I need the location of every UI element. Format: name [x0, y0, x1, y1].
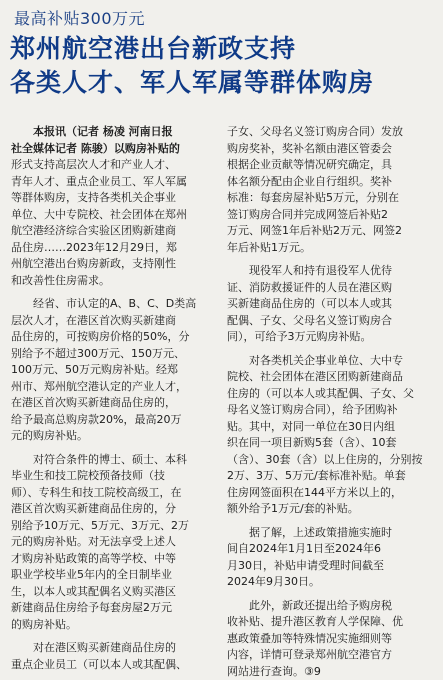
article-line: 2024年9月30日。: [227, 574, 427, 591]
article-body-left-column: [11, 124, 211, 630]
article-line: 100万元、50万元购房补贴。经郑: [11, 362, 211, 379]
article-line: 年后补贴1万元。: [227, 240, 427, 257]
article-line: 母名义签订购房合同），给予团购补: [227, 402, 427, 419]
article-line: 体名额分配由企业自行组织。奖补: [227, 174, 427, 191]
article-line: 元的购房补贴。: [11, 428, 211, 445]
article-headline: [10, 32, 435, 100]
article-paragraph: [227, 263, 427, 346]
article-line: 据了解，上述政策措施实施时: [227, 525, 427, 542]
article-line: 才购房补贴政策的高等学校、中等: [11, 551, 211, 568]
article-paragraph: [227, 598, 427, 680]
article-line: 别给予不超过300万元、150万元、: [11, 346, 211, 363]
article-line: 现役军人和持有退役军人优待: [227, 263, 427, 280]
article-line: 间自2024年1月1日至2024年6: [227, 541, 427, 558]
article-line: 经省、市认定的A、B、C、D类高: [11, 296, 211, 313]
article-line: 证、消防救援证件的人员在港区购: [227, 280, 427, 297]
article-line: 网站进行查询。③9: [227, 664, 427, 680]
article-line: 签订购房合同并完成网签后补贴2: [227, 207, 427, 224]
article-line: 形式支持高层次人才和产业人才、: [11, 157, 211, 174]
article-line: 标准：每套房屋补贴5万元，分别在: [227, 190, 427, 207]
article-line: 织在同一项目新购5套（含）、10套: [227, 435, 427, 452]
article-line: 的购房补贴。: [11, 617, 211, 634]
article-line: 给予最高总购房款20%，最高20万: [11, 412, 211, 429]
article-paragraph: [11, 640, 211, 673]
headline-line-2: 各类人才、军人军属等群体购房: [10, 66, 435, 100]
article-line: 同），可给予3万元购房补贴。: [227, 329, 427, 346]
article-line: 院校、社会团体在港区团购新建商品: [227, 369, 427, 386]
article-line: 毕业生和技工院校预备技师（技: [11, 468, 211, 485]
article-line: 生，以本人或其配偶名义购买港区: [11, 584, 211, 601]
article-line: 青年人才、重点企业员工、军人军属: [11, 174, 211, 191]
article-line: 港区首次购买新建商品住房的，分: [11, 501, 211, 518]
article-line: 对各类机关企事业单位、大中专: [227, 353, 427, 370]
article-line: 别给予10万元、5万元、3万元、2万: [11, 518, 211, 535]
article-line: （含）、30套（含）以上住房的，分别按: [227, 452, 427, 469]
article-paragraph: [11, 124, 211, 289]
article-line: 等群体购房，支持各类机关企事业: [11, 190, 211, 207]
article-paragraph: [11, 452, 211, 634]
article-line: 2万、3万、5万元/套标准补贴。单套: [227, 468, 427, 485]
article-paragraph: [227, 124, 427, 256]
article-line: 对在港区购买新建商品住房的: [11, 640, 211, 657]
article-line: 住房网签面积在144平方米以上的，: [227, 485, 427, 502]
article-kicker: 最高补贴300万元: [14, 6, 145, 29]
article-line: 此外，新政还提出给予购房税: [227, 598, 427, 615]
article-paragraph: [227, 525, 427, 591]
article-line: 层次人才，在港区首次购买新建商: [11, 313, 211, 330]
article-line: 社全媒体记者 陈骏）以购房补贴的: [11, 141, 211, 158]
article-line: 购房奖补，奖补名额由港区管委会: [227, 141, 427, 158]
article-line: 住房的（可以本人或其配偶、子女、父: [227, 386, 427, 403]
article-line: 万元、网签1年后补贴2万元、网签2: [227, 223, 427, 240]
article-line: 贴。其中，对同一单位在30日内组: [227, 419, 427, 436]
article-line: 内容，详情可登录郑州航空港官方: [227, 647, 427, 664]
article-line: 元的购房补贴。对无法享受上述人: [11, 534, 211, 551]
article-line: 根据企业贡献等情况研究确定，具: [227, 157, 427, 174]
headline-line-1: 郑州航空港出台新政支持: [10, 32, 435, 66]
article-line: 子女、父母名义签订购房合同）发放: [227, 124, 427, 141]
article-line: 品住房……2023年12月29日，郑: [11, 240, 211, 257]
article-line: 月30日，补贴申请受理时间截至: [227, 558, 427, 575]
article-line: 和改善性住房需求。: [11, 273, 211, 290]
article-line: 州航空港出台购房新政，支持刚性: [11, 256, 211, 273]
article-line: 额外给予1万元/套的补贴。: [227, 501, 427, 518]
article-line: 配偶、子女、父母名义签订购房合: [227, 313, 427, 330]
article-line: 买新建商品住房的（可以本人或其: [227, 296, 427, 313]
article-line: 在港区首次购买新建商品住房的，: [11, 395, 211, 412]
article-line: 重点企业员工（可以本人或其配偶、: [11, 657, 211, 674]
article-line: 州市、郑州航空港认定的产业人才，: [11, 379, 211, 396]
article-line: 单位、大中专院校、社会团体在郑州: [11, 207, 211, 224]
article-line: 收补贴、提升港区教育人学保障、优: [227, 614, 427, 631]
article-paragraph: [227, 353, 427, 518]
article-line: 职业学校毕业5年内的全日制毕业: [11, 567, 211, 584]
article-line: 本报讯（记者 杨凌 河南日报: [11, 124, 211, 141]
article-line: 师）、专科生和技工院校高级工，在: [11, 485, 211, 502]
article-line: 新建商品住房给予每套房屋2万元: [11, 600, 211, 617]
article-line: 惠政策叠加等特殊情况实施细则等: [227, 631, 427, 648]
article-line: 航空港经济综合实验区团购新建商: [11, 223, 211, 240]
article-body-right-column: [227, 124, 427, 630]
article-paragraph: [11, 296, 211, 445]
article-line: 对符合条件的博士、硕士、本科: [11, 452, 211, 469]
article-line: 品住房的，可按购房价格的50%，分: [11, 329, 211, 346]
